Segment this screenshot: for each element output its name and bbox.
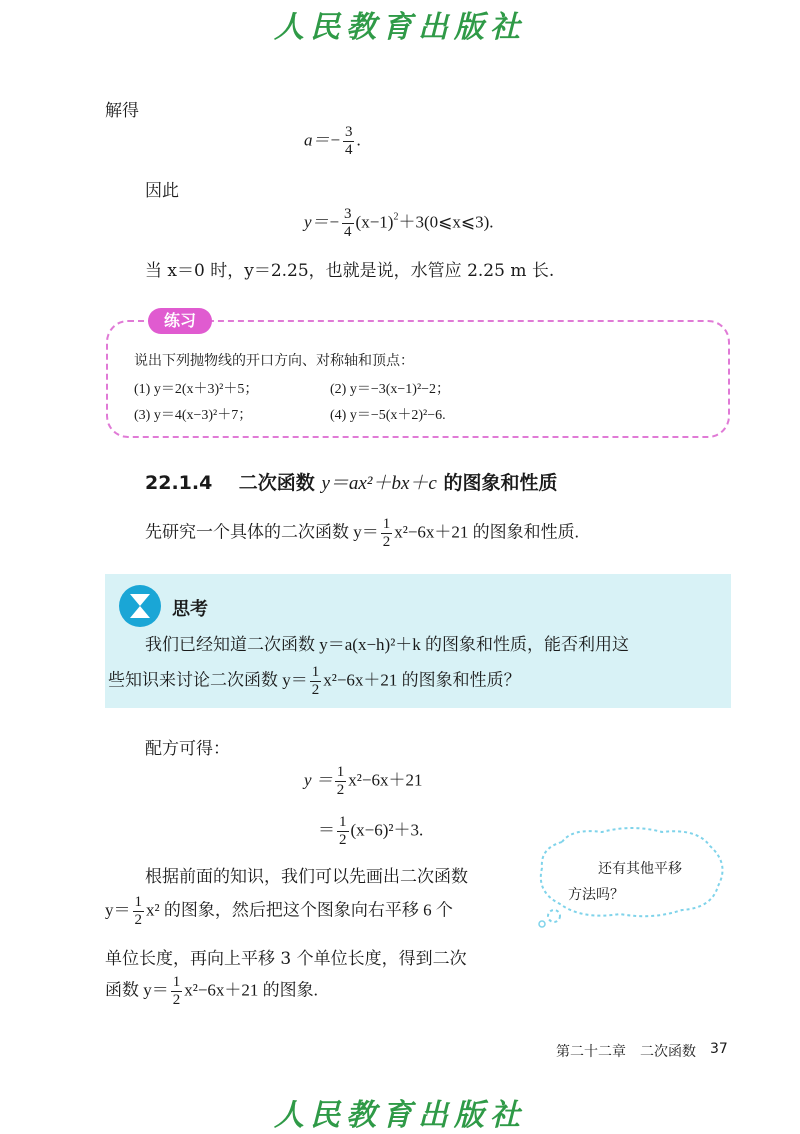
think-line-2-pre: 些知识来讨论二次函数 y＝ xyxy=(108,670,308,690)
think-line-2 xyxy=(108,664,521,699)
section-heading xyxy=(145,468,558,495)
fraction-numerator: 1 xyxy=(382,516,391,532)
fraction-denominator: 2 xyxy=(339,832,347,848)
fraction xyxy=(171,974,183,1009)
think-line-2-post: x²−6x＋21 的图象和性质？ xyxy=(323,670,521,690)
practice-label: 练习 xyxy=(148,308,212,334)
complete-square-line-1 xyxy=(304,764,422,799)
complete-square-intro: 配方可得： xyxy=(145,739,230,759)
fraction-denominator: 2 xyxy=(382,534,391,550)
fraction-numerator: 1 xyxy=(336,764,345,780)
cs-line-2-post: (x−6)²＋3. xyxy=(350,820,424,840)
paragraph-line-4 xyxy=(105,974,318,1009)
chapter-label: 第二十二章 二次函数 xyxy=(556,1044,696,1060)
solve-intro: 解得 xyxy=(105,101,139,121)
equation-y-lhs: y＝− xyxy=(304,212,341,232)
fraction xyxy=(381,516,393,551)
study-post: x²−6x＋21 的图象和性质. xyxy=(394,522,579,542)
paragraph-line-1: 根据前面的知识，我们可以先画出二次函数 xyxy=(145,867,468,887)
cs-line-1-pre: y ＝ xyxy=(304,770,333,790)
fraction-denominator: 4 xyxy=(344,142,353,158)
section-title-pre: 二次函数 xyxy=(238,472,315,494)
practice-item-4: (4) y＝−5(x＋2)²−6. xyxy=(330,408,446,423)
fraction-denominator: 2 xyxy=(336,782,345,798)
publisher-brand-bottom: 人民教育出版社 xyxy=(274,1098,526,1133)
paragraph-line-4-pre: 函数 y＝ xyxy=(105,980,169,1000)
hourglass-icon xyxy=(118,584,162,628)
equation-a-end: . xyxy=(356,130,361,150)
fraction-denominator: 2 xyxy=(134,912,142,928)
fraction-numerator: 3 xyxy=(344,206,352,222)
fraction-numerator: 1 xyxy=(311,664,320,680)
equation-a-lhs: a＝− xyxy=(304,130,341,150)
paragraph-line-3: 单位长度，再向上平移 3 个单位长度，得到二次 xyxy=(105,949,467,969)
equation-y-tail: ＋3(0⩽x⩽3). xyxy=(398,212,494,232)
practice-item-1: (1) y＝2(x＋3)²＋5； xyxy=(134,382,259,397)
fraction xyxy=(342,206,354,241)
fraction-numerator: 1 xyxy=(339,814,347,830)
bubble-line-1: 还有其他平移 xyxy=(598,861,682,877)
equation-a xyxy=(304,124,361,159)
fraction xyxy=(337,814,349,849)
page-number: 37 xyxy=(710,1041,728,1057)
equation-y xyxy=(304,206,494,241)
cs-line-2-pre: ＝ xyxy=(318,820,335,840)
practice-item-3: (3) y＝4(x−3)²＋7； xyxy=(134,408,253,423)
fraction-numerator: 1 xyxy=(172,974,181,990)
fraction xyxy=(343,124,355,159)
therefore-text: 因此 xyxy=(145,181,179,201)
practice-item-2: (2) y＝−3(x−1)²−2； xyxy=(330,382,451,397)
conclusion-text: 当 x＝0 时，y＝2.25，也就是说，水管应 2.25 m 长. xyxy=(145,261,555,281)
fraction-denominator: 2 xyxy=(172,992,181,1008)
fraction-numerator: 3 xyxy=(344,124,353,140)
fraction-denominator: 4 xyxy=(344,224,352,240)
fraction-numerator: 1 xyxy=(134,894,142,910)
equation-y-rest: (x−1) xyxy=(355,212,394,232)
publisher-brand-top: 人民教育出版社 xyxy=(274,10,526,45)
study-pre: 先研究一个具体的二次函数 y＝ xyxy=(145,522,379,542)
section-title-formula: y＝ax²＋bx＋c xyxy=(321,473,437,494)
practice-prompt: 说出下列抛物线的开口方向、对称轴和顶点： xyxy=(134,353,414,369)
paragraph-line-4-post: x²−6x＋21 的图象. xyxy=(184,980,318,1000)
fraction xyxy=(310,664,322,699)
fraction-denominator: 2 xyxy=(311,682,320,698)
bubble-line-2: 方法吗？ xyxy=(568,887,624,903)
paragraph-line-2-post: x² 的图象，然后把这个图象向右平移 6 个 xyxy=(146,900,453,920)
think-label: 思考 xyxy=(172,599,208,620)
paragraph-line-2-pre: y＝ xyxy=(105,900,131,920)
paragraph-line-2 xyxy=(105,894,453,929)
fraction xyxy=(133,894,145,929)
think-line-1: 我们已经知道二次函数 y＝a(x−h)²＋k 的图象和性质，能否利用这 xyxy=(145,635,630,654)
fraction xyxy=(335,764,347,799)
study-sentence xyxy=(145,516,579,551)
cs-line-1-post: x²−6x＋21 xyxy=(348,770,423,790)
complete-square-line-2 xyxy=(318,814,423,849)
section-number: 22.1.4 xyxy=(145,472,213,494)
exponent: 2 xyxy=(393,211,399,223)
section-title-post: 的图象和性质 xyxy=(443,472,558,494)
